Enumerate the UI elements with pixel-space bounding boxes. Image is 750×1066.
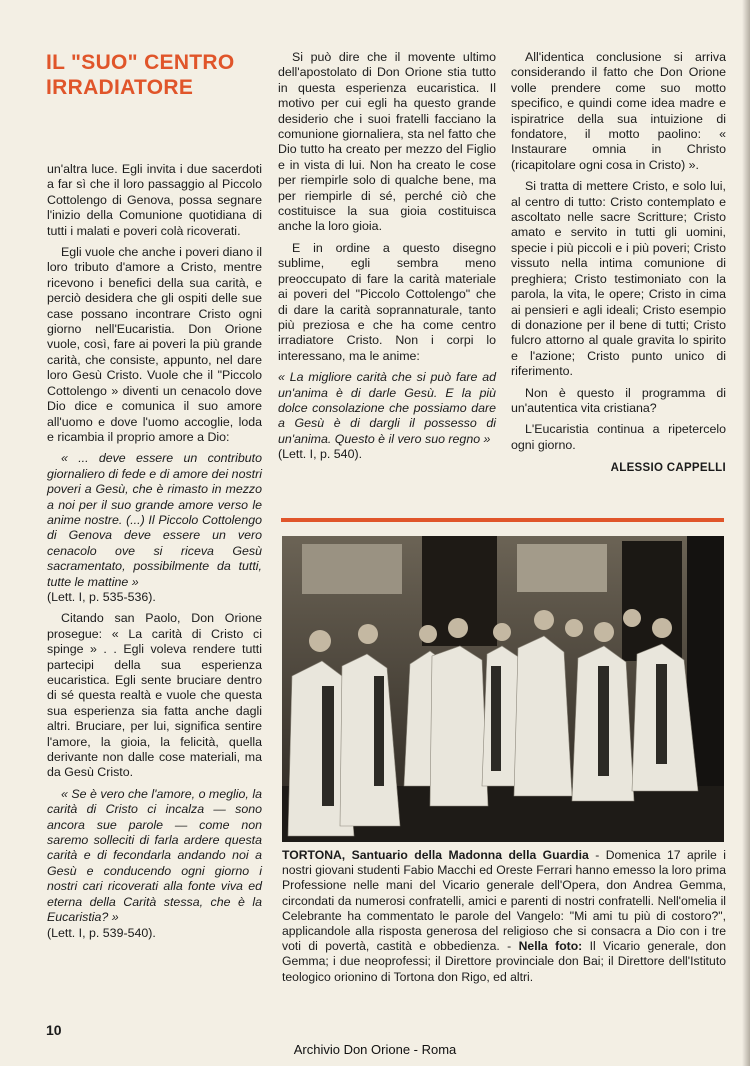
text-column-2 [278,50,496,469]
quote-paragraph: « Se è vero che l'amore, o meglio, la carità di Cristo ci incalza — sono ancora sue parole — come non saremo solleciti di farla ardere questa carità e di fecondarla andando noi a Gesù e conducendo ogni giorno i nostri cari ricoverati alla fonte viva ed eterna della Carità stessa, che è la Eucaristia? » [47,786,262,925]
section-divider [281,518,724,522]
paragraph: E in ordine a questo disegno sublime, egli sembra meno preoccupato di fare la carità materiale ai poveri del "Piccolo Cottolengo" che di dare la carità soprannaturale, tanto più preziosa e che ha come centro irradiatore Cristo. Non i corpi lo interessano, ma le anime: [278,240,496,363]
article-title [46,50,266,100]
paragraph: Citando san Paolo, Don Orione prosegue: « La carità di Cristo ci spinge » . . Egli voleva rendere tutti partecipi della sua esperienza eucaristica. Egli sente bruciare dentro di sé questa realtà e vuole che questa sua esperienza sia fatta anche dagli altri. Bruciare, per lui, significa sentire l'amore, la gioia, la felicità, quella derivante non dalle cose materiali, ma da Gesù Cristo. [47,611,262,780]
photo-illustration [282,536,724,842]
quote-paragraph: « ... deve essere un contributo giornaliero di fede e di amore dei nostri poveri a Gesù, che è rimasto in mezzo a noi per il suo grande amore verso le anime nostre. (...) Il Piccolo Cottolengo di Genova deve essere un vero cenacolo ove si riceva Gesù sacramentato, possibilmente da tutti, tutte le mattine » [47,451,262,589]
caption-lead: TORTONA, Santuario della Madonna della Guardia [282,848,589,862]
caption-photo-lead: Nella foto: [518,939,583,954]
archive-credit: Archivio Don Orione - Roma [293,1042,457,1057]
caption-photo-text: Il Vicario generale, don Gemma; i due neoprofessi; il Direttore provinciale don Bai; il Direttore dell'Istituto teologico orionino di Tortona don Rigo, ed altri. [282,939,726,984]
citation: (Lett. I, p. 540). [278,447,363,462]
paragraph: un'altra luce. Egli invita i due sacerdoti a far sì che il loro passaggio al Piccolo Cottolengo di Genova, possa segnare l'inizio della Comunione quotidiana di tutti i malati e poveri colà ricoverati. [47,162,262,238]
paragraph: Non è questo il programma di un'autentica vita cristiana? [511,385,726,415]
citation: (Lett. I, p. 539-540). [47,925,156,940]
quote-paragraph: « La migliore carità che si può fare ad un'anima è di darle Gesù. E la più dolce consolazione che possiamo dare a Gesù è di dargli il possesso di un'anima. Questo è il vero suo regno » [278,370,496,446]
page-number: 10 [46,1022,62,1038]
citation: (Lett. I, p. 535-536). [47,589,156,604]
caption-text: - Domenica 17 aprile i nostri giovani studenti Fabio Macchi ed Oreste Ferrari hanno emesso la loro prima Professione nelle mani del Vicario generale dell'Opera, don Andrea Gemma, circondati da numerosi confratelli, amici e parenti di nostri confratelli. Nell'omelia il Celebrante ha commentato le parole del Vangelo: "Mi ami tu più di costoro?", applicandole alla risposta generosa del religioso che si consacra a Dio con i tre voti di povertà, castità e obbedienza. - [282,848,726,954]
paragraph: Si può dire che il movente ultimo dell'apostolato di Don Orione stia tutto in questa esperienza eucaristica. Il motivo per cui egli ha questo grande desiderio che i suoi fratelli facciano la comunione giornaliera, sta nel fatto che Dio tutto ha creato per mezzo del Figlio e in vista di lui. Non ha creato le cose per riempirle solo di qualche bene, ma per riempirle di sé, perché ciò che costituisce la sua gioia costituisca anche la loro gioia. [278,50,496,234]
title-line-1: IL "SUO" CENTRO [46,51,235,74]
text-column-3 [511,50,726,477]
page-edge-shadow [742,0,750,1066]
paragraph: All'identica conclusione si arriva considerando il fatto che Don Orione volle prendere come suo motto specifico, e quindi come idea madre e ispiratrice della sua intuizione di fondatore, il motto paolino: « Instaurare omnia in Christo (ricapitolare ogni cosa in Cristo) ». [511,50,726,172]
author-signature: ALESSIO CAPPELLI [610,462,726,475]
group-photo [282,536,724,842]
photo-caption [282,848,726,985]
paragraph: Egli vuole che anche i poveri diano il loro tributo d'amore a Cristo, mentre ricevono i benefici della sua carità, e perciò desidera che gli ospiti delle sue case possano incontrare Cristo ogni giorno nell'Eucaristia. Don Orione vuole, così, fare ai poveri la più grande carità, che consiste, appunto, nel dare loro Gesù Cristo. Vuole che il "Piccolo Cottolengo » diventi un cenacolo dove Dio dice e comunica il suo amore all'uomo e dove l'uomo accoglie, loda e ricambia il proprio amore a Dio: [47,245,262,444]
title-line-2: IRRADIATORE [46,76,194,99]
paragraph: Si tratta di mettere Cristo, e solo lui, al centro di tutto: Cristo contemplato e ascoltato nelle sacre Scritture; Cristo amato e servito in tutti gli uomini, specie i più piccoli e i più poveri; Cristo vissuto nella intima comunione di preghiera; Cristo testimoniato con la parola, la vita, le opere; Cristo in cima ai pensieri e agli ideali; Cristo esempio di donazione per il bene di tutti; Cristo fulcro attorno al quale gravita lo spirito e l'azione; Cristo punto unico di riferimento. [511,179,726,379]
text-column-1 [47,162,262,947]
paragraph: L'Eucaristia continua a ripetercelo ogni giorno. [511,422,726,452]
